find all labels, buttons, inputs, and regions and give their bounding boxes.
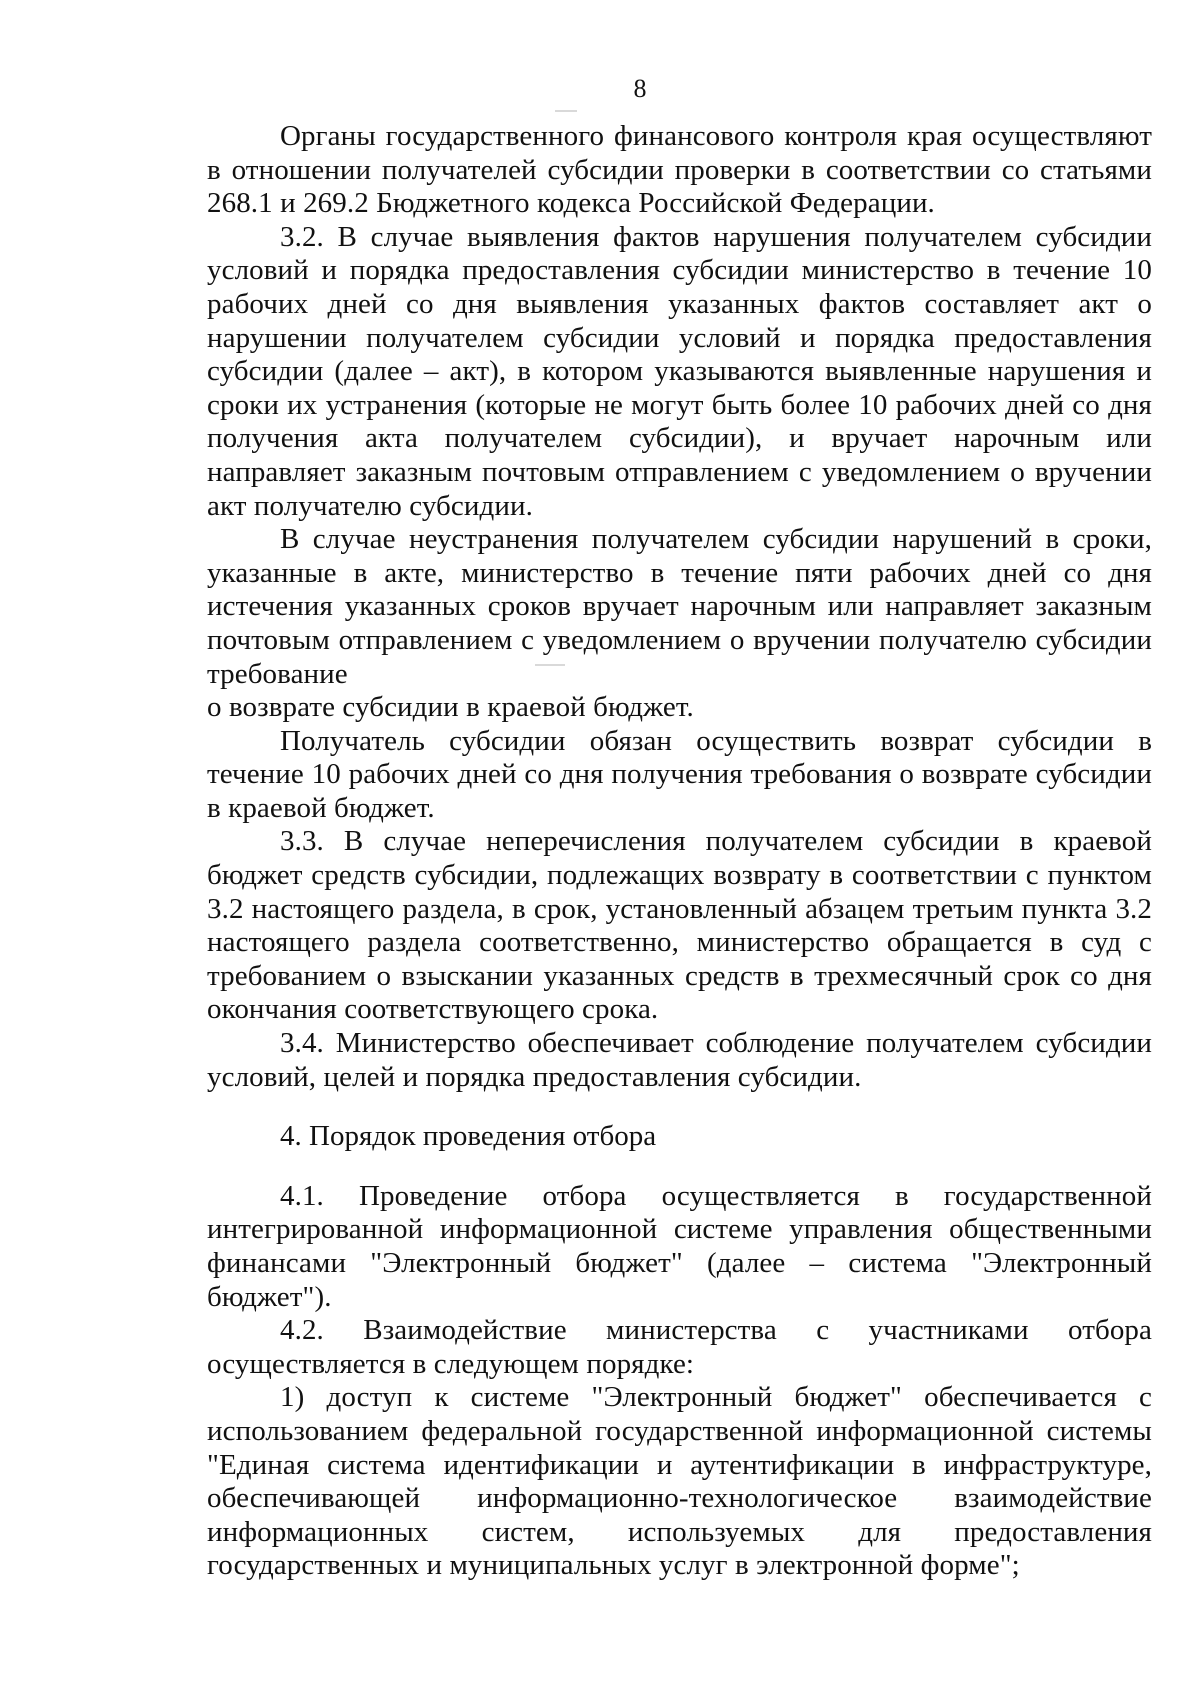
scan-artifact — [555, 110, 577, 112]
section-heading: 4. Порядок проведения отбора — [280, 1120, 657, 1153]
paragraph-4-1: 4.1. Проведение отбора осуществляется в государственной интегрированной информационной системе управления общественными финансами "Электронный бюджет" (далее – система "Электронный бюджет"). — [207, 1179, 1152, 1313]
paragraph-return-to-budget: о возврате субсидии в краевой бюджет. — [207, 691, 694, 724]
paragraph-4-2: 4.2. Взаимодействие министерства с участниками отбора осуществляется в следующем порядке: — [207, 1314, 1152, 1380]
paragraph-3-3: 3.3. В случае неперечисления получателем субсидии в краевой бюджет средств субсидии, подлежащих возврату в соответствии с пунктом 3.2 настоящего раздела, в срок, установленный абзацем третьим пункта 3.2 настоящего раздела соответственно, министерство обращается в суд с требованием о взыскании указанных средств в трехмесячный срок со дня окончания соответствующего срока. — [207, 825, 1152, 1026]
document-body — [207, 120, 1152, 1583]
paragraph-3-2: 3.2. В случае выявления фактов нарушения получателем субсидии условий и порядка предоставления субсидии министерство в течение 10 рабочих дней со дня выявления указанных фактов составляет акт о нарушении получателем субсидии условий и порядка предоставления субсидии (далее – акт), в котором указываются выявленные нарушения и сроки их устранения (которые не могут быть более 10 рабочих дней со дня получения акта получателем субсидии), и вручает нарочным или направляет заказным почтовым отправлением с уведомлением о вручении акт получателю субсидии. — [207, 220, 1152, 522]
paragraph-financial-control: Органы государственного финансового контроля края осуществляют в отношении получателей субсидии проверки в соответствии со статьями 268.1 и 269.2 Бюджетного кодекса Российской Федерации. — [207, 120, 1152, 220]
paragraph-non-elimination: В случае неустранения получателем субсидии нарушений в сроки, указанные в акте, министерство в течение пяти рабочих дней со дня истечения указанных сроков вручает нарочным или направляет заказным почтовым отправлением с уведомлением о вручении получателю субсидии требование — [207, 523, 1152, 690]
paragraph-4-2-item-1: 1) доступ к системе "Электронный бюджет" обеспечивается с использованием федеральной государственной информационной системы "Единая система идентификации и аутентификации в инфраструктуре, обеспечивающей информационно-технологическое взаимодействие информационных систем, используемых для предоставления государственных и муниципальных услуг в электронной форме"; — [207, 1381, 1152, 1582]
page-number: 8 — [633, 74, 647, 103]
paragraph-3-4: 3.4. Министерство обеспечивает соблюдение получателем субсидии условий, целей и порядка предоставления субсидии. — [207, 1027, 1152, 1093]
paragraph-recipient-obligation: Получатель субсидии обязан осуществить возврат субсидии в течение 10 рабочих дней со дня получения требования о возврате субсидии в краевой бюджет. — [207, 724, 1152, 824]
